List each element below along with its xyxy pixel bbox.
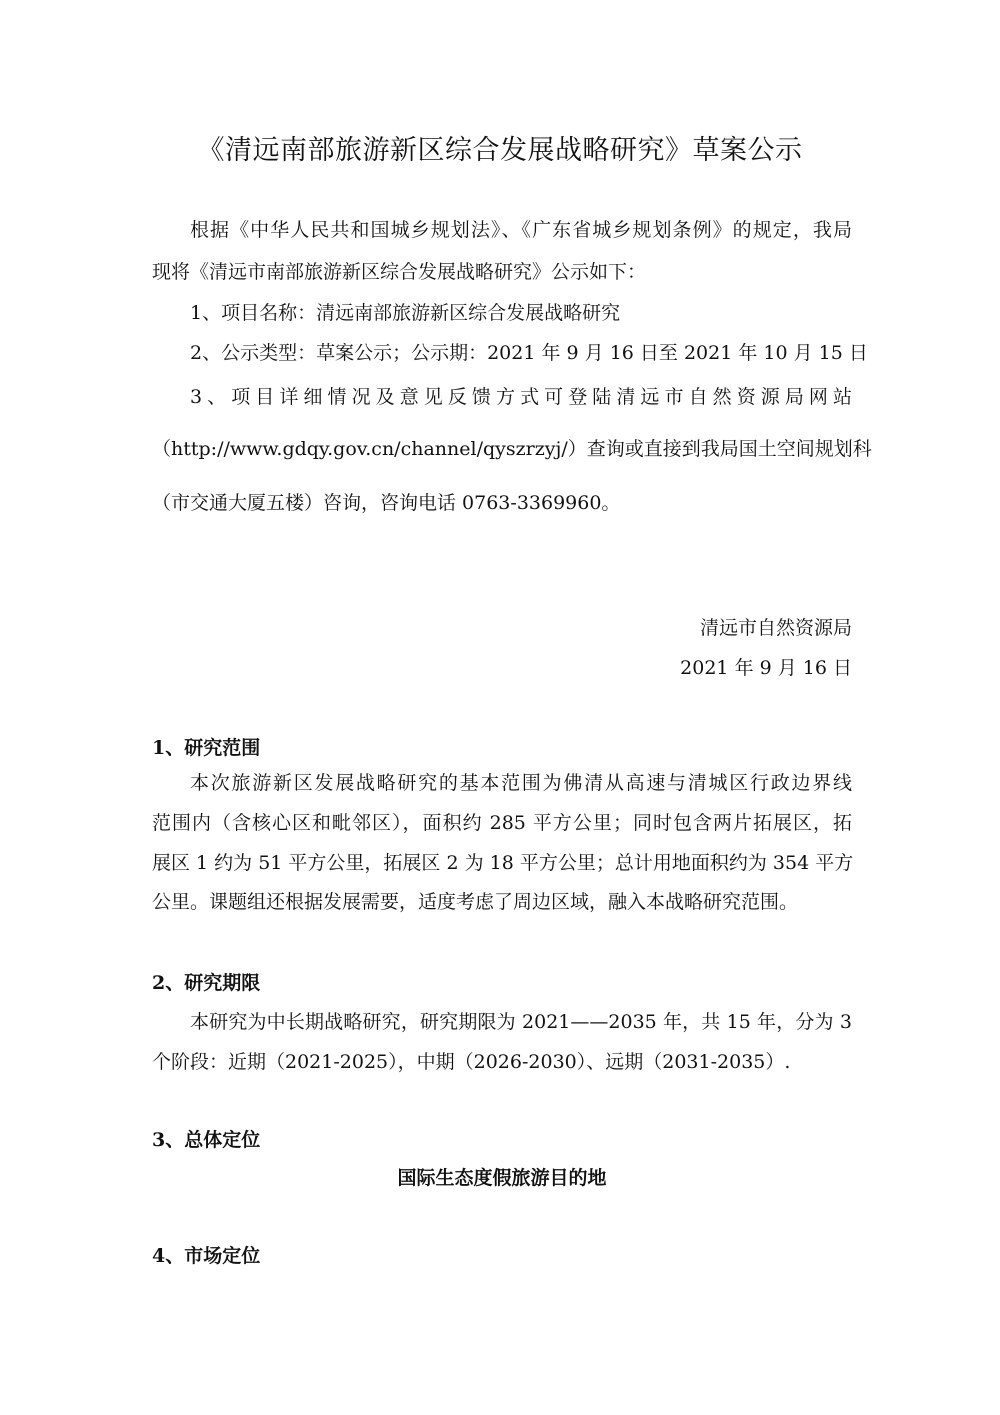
document-title: 《清远南部旅游新区综合发展战略研究》草案公示 bbox=[197, 135, 803, 166]
section-2-line-1: 本研究为中长期战略研究，研究期限为 2021——2035 年，共 15 年，分为 3 bbox=[190, 1011, 852, 1033]
section-1-line-4: 公里。课题组还根据发展需要，适度考虑了周边区域，融入本战略研究范围。 bbox=[152, 891, 799, 913]
item-3-line-1: 3、项目详细情况及意见反馈方式可登陆清远市自然资源局网站 bbox=[190, 386, 852, 408]
item-2: 2、公示类型：草案公示；公示期：2021 年 9 月 16 日至 2021 年 10 月 15 日 bbox=[190, 342, 868, 364]
section-1-line-3: 展区 1 约为 51 平方公里，拓展区 2 为 18 平方公里；总计用地面积约为 354 平方 bbox=[152, 852, 854, 874]
section-1-heading: 1、研究范围 bbox=[152, 737, 261, 759]
intro-line-2: 现将《清远市南部旅游新区综合发展战略研究》公示如下： bbox=[152, 261, 647, 283]
section-3-statement: 国际生态度假旅游目的地 bbox=[397, 1167, 607, 1189]
section-2-heading: 2、研究期限 bbox=[152, 972, 261, 994]
item-3-line-2: （http://www.gdqy.gov.cn/channel/qyszrzyj/）查询或直接到我局国土空间规划科 bbox=[152, 438, 872, 460]
section-3-heading: 3、总体定位 bbox=[152, 1129, 261, 1151]
intro-line-1: 根据《中华人民共和国城乡规划法》、《广东省城乡规划条例》的规定，我局 bbox=[190, 219, 852, 241]
section-4-heading: 4、市场定位 bbox=[152, 1245, 261, 1267]
section-1-line-1: 本次旅游新区发展战略研究的基本范围为佛清从高速与清城区行政边界线 bbox=[190, 772, 852, 794]
signature-date: 2021 年 9 月 16 日 bbox=[680, 657, 852, 679]
section-1-line-2: 范围内（含核心区和毗邻区），面积约 285 平方公里；同时包含两片拓展区，拓 bbox=[152, 812, 852, 834]
item-3-line-3: （市交通大厦五楼）咨询，咨询电话 0763-3369960。 bbox=[152, 492, 621, 514]
item-1: 1、项目名称：清远南部旅游新区综合发展战略研究 bbox=[190, 302, 621, 324]
signature-org: 清远市自然资源局 bbox=[699, 617, 852, 639]
section-2-line-2: 个阶段：近期（2021-2025），中期（2026-2030）、远期（2031-2035）. bbox=[152, 1051, 791, 1073]
